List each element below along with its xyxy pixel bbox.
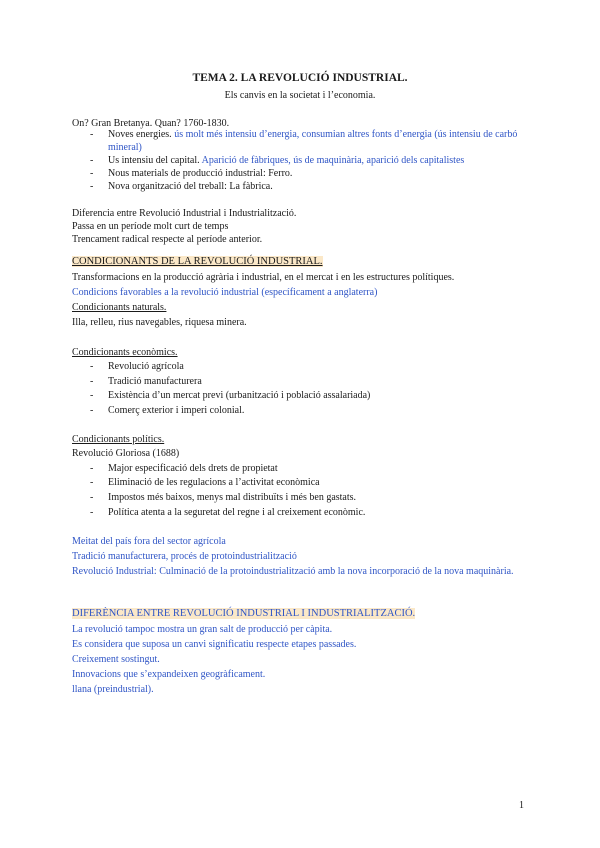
bullet-dash: - xyxy=(90,181,94,192)
conditions-line-2: Condicions favorables a la revolució industrial (específicament a anglaterra) xyxy=(72,287,378,298)
bullet-dash: - xyxy=(90,361,94,372)
intro-item-2: Us intensiu del capital. Aparició de fàbriques, ús de maquinària, aparició dels capitalistes xyxy=(108,155,465,166)
blue-note-3: Revolució Industrial: Culminació de la protoindustrialització amb la nova incorporació de la nova maquinària. xyxy=(72,566,514,577)
political-item-1: Major especificació dels drets de propietat xyxy=(108,463,278,474)
section-heading-conditions: CONDICIONANTS DE LA REVOLUCIÓ INDUSTRIAL. xyxy=(72,256,323,267)
page-title: TEMA 2. LA REVOLUCIÓ INDUSTRIAL. xyxy=(192,72,408,84)
difference2-line-1: La revolució tampoc mostra un gran salt de producció per càpita. xyxy=(72,624,333,635)
political-heading: Condicionants polítics. xyxy=(72,434,165,445)
blue-note-1: Meitat del país fora del sector agrícola xyxy=(72,536,226,547)
bullet-dash: - xyxy=(90,129,94,140)
section-heading-difference: DIFERÈNCIA ENTRE REVOLUCIÓ INDUSTRIAL I INDUSTRIALITZACIÓ. xyxy=(72,608,416,619)
bullet-dash: - xyxy=(90,477,94,488)
page-number: 1 xyxy=(519,800,524,811)
bullet-dash: - xyxy=(90,155,94,166)
political-item-4: Política atenta a la seguretat del regne i al creixement econòmic. xyxy=(108,507,366,518)
intro-item-3: Nous materials de producció industrial: Ferro. xyxy=(108,168,293,179)
bullet-dash: - xyxy=(90,390,94,401)
difference2-line-3: Creixement sostingut. xyxy=(72,654,160,665)
bullet-dash: - xyxy=(90,376,94,387)
intro-line: On? Gran Bretanya. Quan? 1760-1830. xyxy=(72,118,230,129)
economic-item-4: Comerç exterior i imperi colonial. xyxy=(108,405,245,416)
bullet-dash: - xyxy=(90,168,94,179)
difference-line-3: Trencament radical respecte al període anterior. xyxy=(72,234,263,245)
difference-line-2: Passa en un període molt curt de temps xyxy=(72,221,229,232)
natural-heading: Condicionants naturals. xyxy=(72,302,167,313)
political-item-3: Impostos més baixos, menys mal distribuïts i més ben gastats. xyxy=(108,492,357,503)
political-item-2: Eliminació de les regulacions a l’activitat econòmica xyxy=(108,477,320,488)
bullet-dash: - xyxy=(90,405,94,416)
political-subheading: Revolució Gloriosa (1688) xyxy=(72,448,180,459)
bullet-dash: - xyxy=(90,492,94,503)
economic-heading: Condicionants econòmics. xyxy=(72,347,178,358)
economic-item-1: Revolució agrícola xyxy=(108,361,184,372)
bullet-dash: - xyxy=(90,507,94,518)
difference2-line-2: Es considera que suposa un canvi significatiu respecte etapes passades. xyxy=(72,639,357,650)
intro-item-1: Noves energies. ús molt més intensiu d’energia, consumian altres fonts d’energia (ús intensiu de carbó mineral) xyxy=(108,129,518,153)
difference2-line-4: Innovacions que s’expandeixen geogràficament. xyxy=(72,669,266,680)
page-subtitle: Els canvis en la societat i l’economia. xyxy=(224,90,376,101)
difference-line-1: Diferencia entre Revolució Industrial i Industrialització. xyxy=(72,208,297,219)
bullet-dash: - xyxy=(90,463,94,474)
economic-item-2: Tradició manufacturera xyxy=(108,376,202,387)
natural-text: Illa, relleu, rius navegables, riquesa minera. xyxy=(72,317,247,328)
intro-item-4: Nova organització del treball: La fàbrica. xyxy=(108,181,273,192)
conditions-line-1: Transformacions en la producció agrària i industrial, en el mercat i en les estructures polítiques. xyxy=(72,272,455,283)
economic-item-3: Existència d’un mercat previ (urbanització i població assalariada) xyxy=(108,390,371,401)
difference2-line-5: llana (preindustrial). xyxy=(72,684,154,695)
blue-note-2: Tradició manufacturera, procés de protoindustrialització xyxy=(72,551,297,562)
